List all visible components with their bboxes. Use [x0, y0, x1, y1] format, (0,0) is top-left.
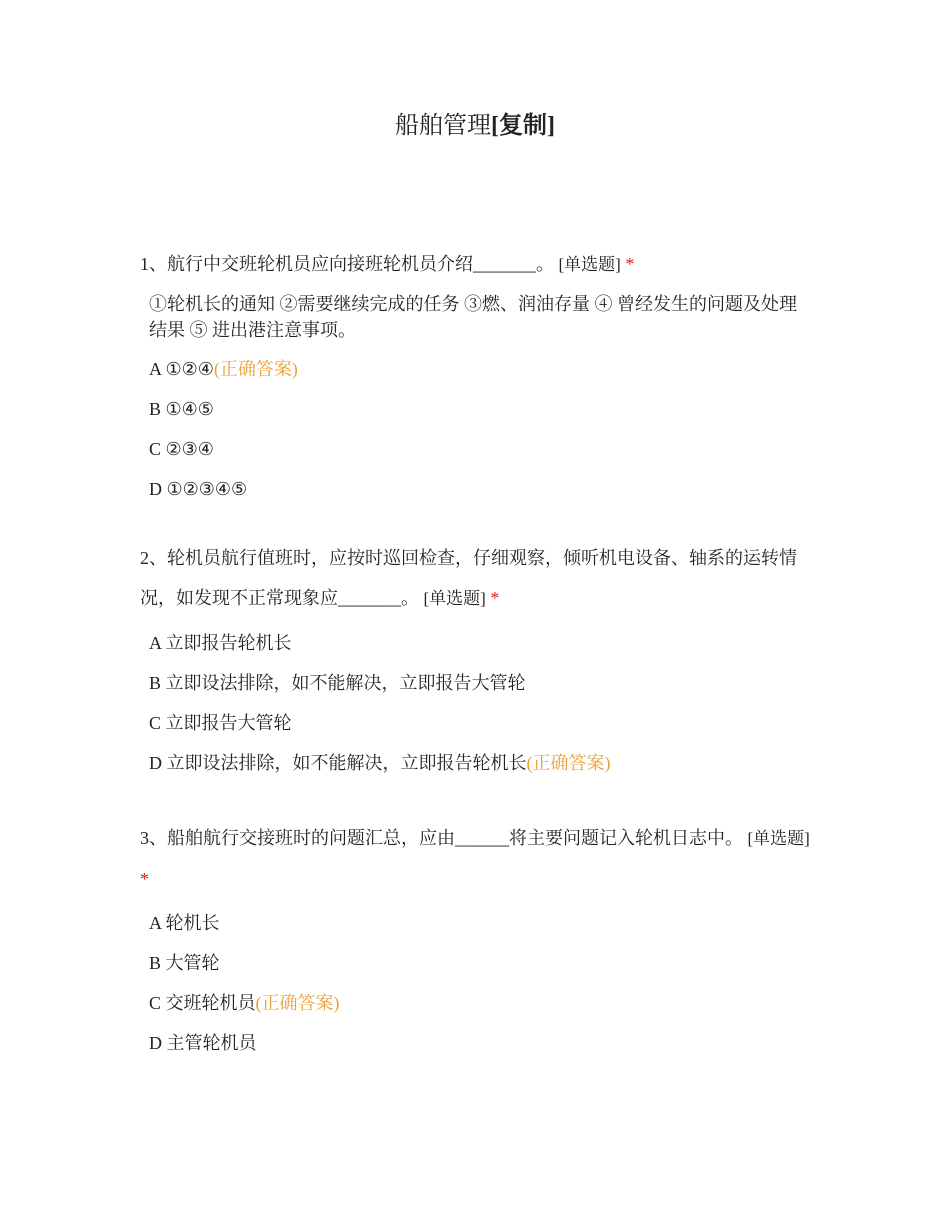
- required-asterisk: *: [490, 588, 500, 608]
- option-label: B ①④⑤: [149, 399, 214, 419]
- option-d[interactable]: [149, 469, 810, 509]
- title-copy-tag: [复制]: [491, 113, 555, 139]
- required-asterisk: *: [140, 869, 149, 889]
- option-label: C ②③④: [149, 439, 214, 459]
- option-label: B 立即设法排除，如不能解决，立即报告大管轮: [149, 673, 526, 693]
- option-label: C 交班轮机员: [149, 993, 256, 1013]
- option-label: B 大管轮: [149, 953, 220, 973]
- option-list: [140, 623, 810, 783]
- question-type-tag: [单选题]: [423, 589, 486, 608]
- option-b[interactable]: [149, 389, 810, 429]
- correct-answer-mark: (正确答案): [213, 359, 298, 379]
- question-stem: [140, 538, 810, 619]
- question-stem: [140, 244, 810, 285]
- option-b[interactable]: [149, 943, 810, 983]
- option-a[interactable]: [149, 903, 810, 943]
- option-list: [140, 349, 810, 509]
- question-text: 2、轮机员航行值班时，应按时巡回检查，仔细观察，倾听机电设备、轴系的运转情况，如发现不正常现象应_______。: [140, 548, 797, 608]
- option-b[interactable]: [149, 663, 810, 703]
- option-label: A 立即报告轮机长: [149, 633, 292, 653]
- option-list: [140, 903, 810, 1063]
- option-label: D ①②③④⑤: [149, 479, 248, 499]
- option-label: A ①②④: [149, 359, 214, 379]
- option-d[interactable]: [149, 743, 810, 783]
- option-label: D 主管轮机员: [149, 1033, 257, 1053]
- option-label: D 立即设法排除，如不能解决，立即报告轮机长: [149, 753, 527, 773]
- question-3: [140, 818, 810, 1063]
- question-stem: [140, 818, 810, 899]
- question-1: [140, 244, 810, 509]
- required-asterisk: *: [625, 254, 635, 274]
- question-text: 3、船舶航行交接班时的问题汇总，应由______将主要问题记入轮机日志中。: [140, 828, 743, 848]
- question-type-tag: [单选题]: [558, 255, 621, 274]
- correct-answer-mark: (正确答案): [255, 993, 340, 1013]
- option-c[interactable]: [149, 983, 810, 1023]
- question-2: [140, 538, 810, 783]
- option-a[interactable]: [149, 623, 810, 663]
- question-text: 1、航行中交班轮机员应向接班轮机员介绍_______。: [140, 254, 554, 274]
- option-d[interactable]: [149, 1023, 810, 1063]
- page-title: [0, 110, 950, 142]
- option-c[interactable]: [149, 429, 810, 469]
- question-type-tag: [单选题]: [747, 829, 810, 848]
- title-text: 船舶管理: [395, 113, 491, 139]
- option-label: A 轮机长: [149, 913, 220, 933]
- correct-answer-mark: (正确答案): [526, 753, 611, 773]
- option-a[interactable]: [149, 349, 810, 389]
- option-c[interactable]: [149, 703, 810, 743]
- option-label: C 立即报告大管轮: [149, 713, 292, 733]
- question-description: ①轮机长的通知 ②需要继续完成的任务 ③燃、润油存量 ④ 曾经发生的问题及处理结果 ⑤ 进出港注意事项。: [149, 294, 797, 340]
